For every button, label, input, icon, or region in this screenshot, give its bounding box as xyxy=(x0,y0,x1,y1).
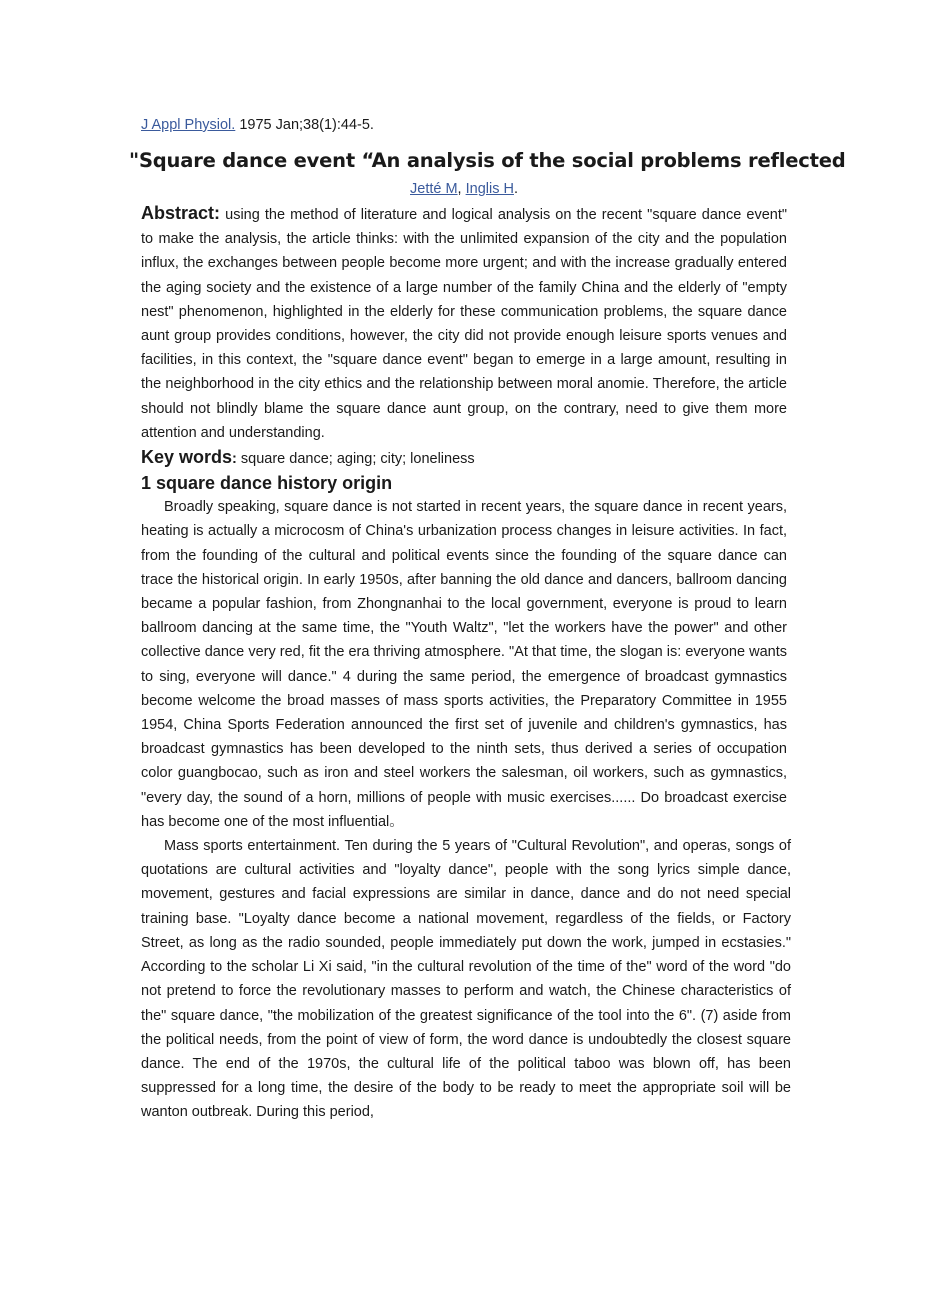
keywords-colon: : xyxy=(232,451,237,468)
author-list xyxy=(141,177,787,201)
author-list-end: . xyxy=(513,181,518,197)
article-page xyxy=(129,114,846,1125)
section-heading: 1 square dance history origin xyxy=(141,473,393,494)
keywords-label: Key words xyxy=(141,447,233,468)
author-separator: , xyxy=(457,181,466,197)
section-paragraph-2: Mass sports entertainment. Ten during the 5 years of "Cultural Revolution", and operas, songs of quotations are cultural activities and "loyalty dance", people with the song lyrics simple dance, movement, gestures and facial expressions are similar in dance, dance and do not need special training base. "Loyalty dance become a national movement, regardless of the fields, or Factory Street, as long as the radio sounded, people immediately put down the work, jumped in ecstasies." According to the scholar Li Xi said, "in the cultural revolution of the time of the" word of the word "do not pretend to force the revolutionary masses to perform and watch, the Chinese characteristics of the" square dance, "the mobilization of the greatest significance of the tool into the 6". (7) aside from the political needs, from the point of view of form, the word dance is undoubtedly the closest square dance. The end of the 1970s, the cultural life of the political taboo was blown off, has been suppressed for a long time, the desire of the body to be ready to meet the appropriate soil will be wanton outbreak. During this period, xyxy=(141,838,791,1121)
keywords-text: square dance; aging; city; loneliness xyxy=(240,451,475,468)
abstract-text: using the method of literature and logical analysis on the recent "square dance event" to make the analysis, the article thinks: with the unlimited expansion of the city and the population influx, the exchanges between people become more urgent; and with the increase gradually entered the aging society and the existence of a large number of the family China and the elderly of "empty nest" phenomenon, highlighted in the elderly for these communication problems, the square dance aunt group provides conditions, however, the city did not provide enough leisure sports venues and facilities, in this context, the "square dance event" began to emerge in a large amount, resulting in the neighborhood in the city ethics and the relationship between moral anomie. Therefore, the article should not blindly blame the square dance aunt group, on the contrary, need to give them more attention and understanding. xyxy=(141,207,787,441)
citation-details: 1975 Jan;38(1):44-5. xyxy=(239,117,374,133)
section-paragraph-1: Broadly speaking, square dance is not started in recent years, the square dance in recent years, heating is actually a microcosm of China's urbanization process changes in leisure activities. In fact, from the founding of the cultural and political events since the founding of the square dance can trace the historical origin. In early 1950s, after banning the old dance and dancers, ballroom dancing became a popular fashion, from Zhongnanhai to the local government, everyone is proud to learn ballroom dancing at the same time, the "Youth Waltz", "let the workers have the power" and other collective dance very red, fit the era thriving atmosphere. "At that time, the slogan is: everyone wants to sing, everyone will dance." 4 during the same period, the emergence of broadcast gymnastics become welcome the broad masses of mass sports activities, the Preparatory Committee in 1955 1954, China Sports Federation announced the first set of juvenile and children's gymnastics, has broadcast gymnastics has been developed to the ninth sets, thus derived a series of occupation color guangbocao, such as iron and steel workers the salesman, oil workers, such as gymnastics, "every day, the sound of a horn, millions of people with music exercises...... Do broadcast exercise has become one of the most influential。 xyxy=(141,499,787,830)
author-link-inglis[interactable]: Inglis H xyxy=(465,181,514,197)
keywords xyxy=(141,445,787,471)
citation xyxy=(141,114,787,136)
journal-link[interactable]: J Appl Physiol. xyxy=(141,117,236,133)
article-title: "Square dance event “An analysis of the social problems reflected xyxy=(129,149,846,172)
author-link-jette[interactable]: Jetté M xyxy=(410,181,458,197)
abstract xyxy=(141,201,787,445)
abstract-label: Abstract: xyxy=(141,203,221,223)
